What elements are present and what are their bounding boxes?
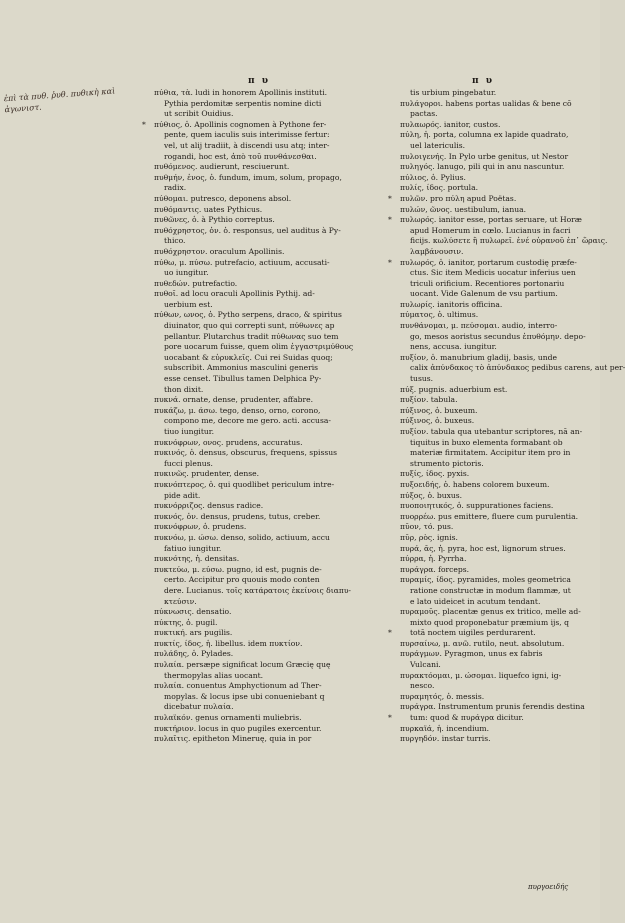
entry-line: [400, 310, 566, 321]
entry-line: [154, 427, 370, 438]
entry-text: πυξοειδής, ὁ. habens colorem buxeum.: [400, 479, 550, 489]
entry-text: totā noctem uigiles perdurarent.: [410, 628, 536, 638]
entry-text: πυλωρός. ianitor esse, portas seruare, ut Horæ: [400, 215, 582, 225]
entry-text: πύθων, ωνος, ὁ. Pytho serpens, draco, & spiritus: [154, 310, 342, 320]
entry-text: ficijs. κωλύσετε ἢ πυλωρεῖ. ἐνέ οὐρανοῦ ἐπ᾽ ὥραις.: [410, 236, 608, 246]
entry-text: πύκτης, ὁ. pugil.: [154, 617, 218, 627]
catchword: πυργοειδής: [528, 883, 569, 891]
entry-text: uel latericulis.: [410, 140, 466, 150]
entry-line: [400, 692, 566, 703]
entry-line: [154, 109, 370, 120]
entry-text: uerbium est.: [164, 299, 213, 309]
entry-line: [154, 205, 370, 216]
entry-text: fucci plenus.: [164, 458, 213, 468]
entry-line: [154, 215, 370, 226]
entry-line: [154, 702, 370, 713]
entry-line: [400, 162, 566, 173]
entry-line: [154, 310, 370, 321]
entry-line: [154, 183, 370, 194]
entry-text: πύλη, ἡ. porta, columna ex lapide quadrato,: [400, 130, 569, 140]
entry-line: [154, 586, 370, 597]
entry-text: pactas.: [410, 109, 438, 119]
entry-line: [400, 438, 566, 449]
entry-text: πυκνόφρων, ονος. prudens, accuratus.: [154, 437, 303, 447]
entry-text: πύθιος, ὁ. Apollinis cognomen à Pythone fer-: [154, 119, 327, 129]
entry-line: [154, 289, 370, 300]
entry-text: πυληγός. lanugo, pili qui in anu nascuntur.: [400, 162, 565, 172]
entry-text: Pythia perdomitæ serpentis nomine dicti: [164, 98, 322, 108]
entry-text: πυραμίς, ίδος. pyramides, moles geometrica: [400, 575, 571, 585]
entry-text: πυλάγοροι. habens portas ualidas & bene cō: [400, 98, 572, 108]
entry-line: [154, 480, 370, 491]
entry-text: certo. Accipitur pro quouis modo conten: [164, 575, 320, 585]
entry-text: uocant. Vide Galenum de vsu partium.: [410, 289, 558, 299]
entry-line: [400, 385, 566, 396]
entry-line: [154, 247, 370, 258]
entry-text: πύξινος, ὁ. buxeus.: [400, 416, 475, 426]
entry-line: [400, 501, 566, 512]
entry-line: [154, 459, 370, 470]
entry-line: [400, 289, 566, 300]
entry-text: nens, accusa. iungitur.: [410, 342, 497, 352]
entry-text: πυκνότης, ἡ. densitas.: [154, 554, 240, 564]
entry-line: [400, 565, 566, 576]
entry-line: [400, 236, 608, 247]
entry-line: [154, 618, 370, 629]
entry-line: [400, 617, 569, 629]
entry-line: [154, 522, 370, 533]
entry-line: [154, 152, 370, 163]
entry-line: [400, 342, 566, 353]
entry-line: [400, 173, 566, 184]
entry-line: [400, 575, 571, 586]
entry-line: [400, 225, 571, 237]
entry-text: πυκτίς, ίδος, ἡ. libellus. idem πυκτίον.: [154, 638, 303, 648]
entry-line: [154, 130, 370, 141]
entry-text: πυοποιητικός, ὁ. suppurationes faciens.: [400, 501, 554, 511]
entry-line: [154, 512, 370, 523]
entry-text: radix.: [164, 183, 187, 193]
entry-text: πυλών, ῶνος. uestibulum, ianua.: [400, 204, 527, 214]
entry-text: uo iungitur.: [164, 268, 209, 278]
entry-line: [154, 671, 370, 682]
entry-text: πυκτική. ars pugilis.: [154, 628, 233, 638]
left-column: [142, 88, 370, 745]
entry-line: [388, 193, 566, 205]
entry-text: πυκινῶς. prudenter, dense.: [154, 469, 260, 479]
asterisk-marker: *: [388, 713, 392, 723]
entry-text: πυλαϊκόν. genus ornamenti muliebris.: [154, 713, 302, 723]
entry-text: πυθεδών. putrefactio.: [154, 278, 238, 288]
entry-text: κτεύσιν.: [164, 596, 197, 606]
entry-line: [154, 385, 370, 396]
entry-line: [400, 671, 566, 682]
entry-line: [400, 279, 566, 290]
entry-text: πυλαία. persæpe significat locum Græcię quę: [154, 660, 331, 670]
entry-text: πυλωρός, ὁ. ianitor, portarum custodię præfe-: [400, 257, 577, 267]
entry-text: πυραμητός, ὁ. messis.: [400, 691, 485, 701]
entry-line: [154, 88, 370, 99]
entry-text: ut scribit Ouidius.: [164, 109, 234, 119]
entry-text: pide adit.: [164, 490, 201, 500]
entry-text: πυράγμων. Pyragmon, unus ex fabris: [400, 649, 543, 659]
entry-text: thon dixit.: [164, 384, 204, 394]
entry-line: [388, 713, 566, 724]
entry-text: πυλῶν. pro πύλη apud Poëtas.: [400, 193, 517, 203]
entry-line: [154, 554, 370, 565]
entry-text: πυρακτόομαι, μ. ώσομαι. liquefco igni, ig-: [400, 670, 562, 680]
entry-text: πυθόχρηστος, ὁν. ὁ. responsus, uel auditus à Py-: [154, 225, 341, 235]
entry-text: strumento pictoris.: [410, 458, 484, 468]
entry-text: πύθομαι. putresco, deponens absol.: [154, 193, 292, 203]
entry-text: πῦρ, ρὸς. ignis.: [400, 532, 458, 542]
entry-line: [400, 109, 566, 120]
entry-line: [400, 522, 566, 533]
entry-line: [400, 88, 566, 99]
entry-text: πύματος, ὁ. ultimus.: [400, 310, 479, 320]
entry-text: λαμβάνουσιν.: [410, 246, 464, 256]
entry-line: [400, 120, 566, 131]
entry-line: [154, 416, 370, 427]
entry-text: πυξίς, ίδος. pyxis.: [400, 469, 470, 479]
entry-line: [400, 130, 569, 141]
entry-text: πυξίον. tabula qua utebantur scriptores, nā an-: [400, 427, 583, 436]
entry-text: πυλίς, ίδος. portula.: [400, 183, 479, 193]
entry-line: [154, 734, 370, 745]
entry-line: [154, 448, 370, 459]
entry-line: [154, 660, 370, 671]
entry-line: [400, 554, 566, 565]
entry-line: [154, 713, 370, 724]
entry-text: pore uocarum fuisse, quem olim ἐγγαστριμύθους: [164, 342, 354, 352]
entry-text: πυνθάνομαι, μ. πεύσομαι. audio, interro-: [400, 321, 558, 331]
entry-line: [154, 279, 370, 290]
entry-text: esse censet. Tibullus tamen Delphica Py-: [164, 374, 322, 384]
entry-line: [400, 247, 566, 258]
entry-text: πυράγρα. Instrumentum prunis ferendis destina: [400, 702, 585, 712]
entry-text: πῦον, τό. pus.: [400, 522, 454, 532]
entry-text: tiquitus in buxo elementa formabant ob: [410, 437, 563, 447]
entry-text: πυλοιγενής. In Pylo urbe genitus, ut Nestor: [400, 151, 569, 161]
running-header-right: π υ: [472, 76, 494, 86]
entry-text: πυλαία. conuentus Amphyctionum ad Ther-: [154, 681, 322, 691]
entry-line: [400, 353, 566, 364]
entry-text: πυλαῖτις. epitheton Mineruę, quia in por: [154, 734, 312, 744]
entry-text: πυργηδόν. instar turris.: [400, 734, 491, 744]
entry-line: [400, 639, 566, 650]
entry-line: [400, 374, 566, 385]
entry-line: [400, 459, 566, 470]
entry-line: [400, 151, 569, 163]
entry-text: nesco.: [410, 681, 435, 691]
entry-text: diuinator, quo qui correpti sunt, πύθωνες ap: [164, 321, 335, 331]
entry-line: [400, 585, 571, 597]
entry-line: [400, 300, 566, 311]
entry-text: πυθόμενος. audierunt, resciuerunt.: [154, 162, 290, 172]
entry-text: subscribit. Ammonius masculini generis: [164, 363, 319, 373]
entry-line: [154, 194, 370, 205]
entry-text: πύξ. pugnis. aduerbium est.: [400, 384, 508, 394]
entry-line: [154, 332, 370, 343]
entry-line: [400, 331, 586, 343]
entry-line: [154, 681, 370, 692]
entry-line: [154, 258, 370, 269]
entry-text: πυκνά. ornate, dense, prudenter, affabre.: [154, 395, 314, 405]
entry-line: [400, 448, 571, 459]
entry-text: πυθόμαντις. uates Pythicus.: [154, 204, 263, 214]
entry-text: mopylas. & locus ipse ubi conueniebant q: [164, 691, 325, 701]
entry-line: [154, 533, 370, 544]
entry-line: [154, 236, 370, 247]
entry-line: [400, 205, 566, 216]
entry-line: [154, 268, 370, 279]
entry-text: compono me, decore me gero. acti. accusa-: [164, 416, 331, 426]
entry-line: [400, 681, 566, 692]
right-column: [388, 88, 625, 745]
entry-line: [400, 427, 583, 438]
entry-text: πυκτήριον. locus in quo pugiles exercentur.: [154, 723, 322, 733]
entry-text: thermopylas alias uocant.: [164, 670, 264, 680]
entry-line: [400, 183, 566, 194]
entry-line: [400, 406, 566, 417]
entry-line: [154, 639, 370, 650]
entry-text: apud Homerum in cœlo. Lucianus in facri: [410, 225, 571, 235]
entry-line: [400, 491, 566, 502]
entry-line: [400, 511, 579, 523]
entry-text: uocabant & εὐρυκλεῖς. Cui rei Suidas quoq;: [164, 352, 333, 362]
entry-text: πυθῶνες, ὁ. à Pythio correptus.: [154, 215, 275, 225]
entry-line: [154, 501, 370, 512]
entry-line: [154, 162, 370, 173]
entry-text: go, mesos aoristus secundus ἐπυθόμην. depo-: [410, 331, 586, 341]
entry-text: ratione constructæ in modum flammæ, ut: [410, 585, 571, 595]
entry-line: [400, 416, 566, 427]
entry-line: [400, 480, 566, 491]
entry-line: [400, 321, 566, 332]
entry-line: [154, 724, 370, 735]
asterisk-marker: *: [388, 215, 392, 225]
entry-text: tusus.: [410, 374, 434, 384]
entry-line: [154, 628, 370, 639]
entry-text: πύλιος, ὁ. Pylius.: [400, 172, 466, 182]
entry-line: [400, 660, 566, 671]
entry-text: πυκνόφρων, ὁ. prudens.: [154, 522, 247, 532]
entry-line: [400, 533, 566, 544]
entry-line: [400, 363, 625, 374]
entry-text: pente, quem iaculis suis interimisse fertur:: [164, 130, 330, 140]
entry-text: dere. Lucianus. τοῖς κατάρατοις ἐκείνοις διαπυ-: [164, 585, 351, 595]
entry-text: fatiuo iungitur.: [164, 543, 222, 553]
entry-text: πυρσαίνω, μ. ανῶ. rutilo, neut. absolutum.: [400, 638, 565, 648]
entry-line: [154, 353, 370, 364]
entry-text: πύθω, μ. πύσω. putrefacio, actiuum, accusati-: [154, 257, 330, 267]
entry-text: tiuo iungitur.: [164, 427, 215, 436]
entry-line: [154, 141, 370, 152]
entry-line: [154, 374, 370, 385]
entry-text: πυλάδης, ὁ. Pylades.: [154, 649, 234, 659]
entry-line: [400, 395, 566, 406]
entry-text: πυθόχρηστον. oraculum Apollinis.: [154, 246, 285, 256]
entry-line: [400, 141, 566, 152]
entry-text: πυξίον. tabula.: [400, 395, 458, 405]
entry-line: [400, 268, 576, 279]
entry-text: e lato uideicet in acutum tendant.: [410, 596, 541, 606]
entry-line: [154, 173, 370, 184]
entry-line: [154, 575, 370, 586]
entry-text: dicebatur πυλαία.: [164, 702, 234, 712]
entry-line: [154, 99, 370, 110]
entry-text: πυκινός, ὁ. densus, obscurus, frequens, spissus: [154, 448, 338, 458]
entry-text: calix ἀπύνδακος τὸ ἀπύνδακος pedibus carens, aut per-: [410, 363, 625, 373]
entry-line: [388, 215, 582, 226]
entry-line: [400, 702, 585, 713]
entry-text: πυκνός, ὁν. densus, prudens, tutus, creber.: [154, 511, 321, 521]
entry-line: [154, 692, 370, 703]
entry-text: πυξίον, ὁ. manubrium gladij, basis, unde: [400, 352, 557, 362]
entry-line: [154, 300, 370, 311]
entry-line: [154, 342, 370, 353]
entry-text: tis urbium pingebatur.: [410, 88, 497, 97]
entry-text: πυρκαϊά, ἡ. incendium.: [400, 723, 490, 733]
entry-text: πυράγρα. forceps.: [400, 564, 470, 574]
entry-line: [154, 406, 370, 417]
asterisk-marker: *: [388, 628, 392, 638]
entry-line: [400, 607, 581, 618]
entry-line: [400, 98, 572, 110]
entry-line: [142, 119, 370, 131]
entry-text: Vulcani.: [410, 660, 441, 670]
entry-line: [400, 649, 566, 660]
entry-text: πύθια, τὰ. ludi in honorem Apollinis instituti.: [154, 88, 328, 97]
entry-line: [154, 544, 370, 555]
entry-line: [400, 469, 566, 480]
entry-line: [400, 544, 566, 555]
entry-line: [154, 565, 370, 576]
handwritten-margin-note: ἐπὶ τὰ πυθ. ῥυθ. πυθικὴ καὶ ἀγωνιστ.: [3, 86, 116, 115]
entry-line: [154, 469, 370, 480]
entry-line: [154, 597, 370, 608]
entry-line: [154, 438, 370, 449]
entry-text: vel, ut alij tradiit, à discendi usu atq; inter-: [164, 140, 330, 150]
entry-text: πυκάζω, μ. άσω. tego, denso, orno, corono,: [154, 405, 321, 415]
entry-text: thico.: [164, 236, 186, 246]
entry-text: mixto quod proponebatur præmium ijs, q: [410, 617, 569, 627]
entry-line: [154, 226, 370, 237]
entry-text: πυκτεύω, μ. εύσω. pugno, id est, pugnis de-: [154, 564, 322, 574]
entry-line: [388, 628, 566, 639]
entry-text: pellantur. Plutarchus tradit πύθωνας suo tem: [164, 331, 339, 341]
entry-text: πυκνόρριζος. densus radice.: [154, 501, 264, 511]
asterisk-marker: *: [388, 257, 392, 267]
entry-text: ctus. Sic item Medicis uocatur inferius uen: [410, 268, 576, 278]
entry-line: [400, 724, 566, 735]
entry-line: [388, 257, 577, 269]
entry-text: πυκνόω, μ. ώσω. denso, solido, actiuum, accu: [154, 532, 330, 542]
entry-text: πυραμοῦς. placentæ genus ex tritico, melle ad-: [400, 607, 581, 617]
entry-text: tum: quod & πυράγρα dicitur.: [410, 713, 524, 723]
entry-line: [400, 597, 566, 608]
entry-text: πυλαωρός. ianitor, custos.: [400, 119, 501, 129]
entry-text: πύκνωσις. densatio.: [154, 607, 232, 617]
entry-text: πυθοῖ. ad locu oraculi Apollinis Pythij. ad-: [154, 289, 315, 299]
entry-line: [154, 491, 370, 502]
entry-text: rogandi, hoc est, ἀπὸ τοῦ πυνθάνεσθαι.: [164, 151, 317, 161]
entry-text: materiæ firmitatem. Accipitur item pro in: [410, 448, 571, 458]
asterisk-marker: *: [388, 193, 392, 203]
entry-text: πύρρα, ἡ. Pyrrha.: [400, 554, 467, 564]
entry-line: [154, 649, 370, 660]
running-header-left: π υ: [248, 76, 270, 86]
entry-text: πυκνόπτερος, ὁ. qui quodlibet periculum intre-: [154, 479, 335, 489]
entry-text: πύξινος, ὁ. buxeum.: [400, 405, 478, 415]
entry-line: [154, 395, 370, 406]
entry-line: [154, 321, 370, 332]
entry-text: πυλωρίς. ianitoris officina.: [400, 299, 503, 309]
entry-text: πυρά, ᾶς, ἡ. pyra, hoc est, lignorum strues.: [400, 543, 566, 553]
entry-line: [400, 734, 566, 745]
entry-text: πυθμήν, ἐνος, ὁ. fundum, imum, solum, propago,: [154, 172, 342, 182]
entry-text: πύξος, ὁ. buxus.: [400, 490, 463, 500]
entry-line: [154, 363, 370, 374]
entry-line: [154, 607, 370, 618]
entry-text: triculi orificium. Recentiores portonariu: [410, 278, 565, 288]
entry-text: πυορρέω. pus emittere, fluere cum purulentia.: [400, 511, 579, 521]
asterisk-marker: *: [142, 119, 146, 129]
